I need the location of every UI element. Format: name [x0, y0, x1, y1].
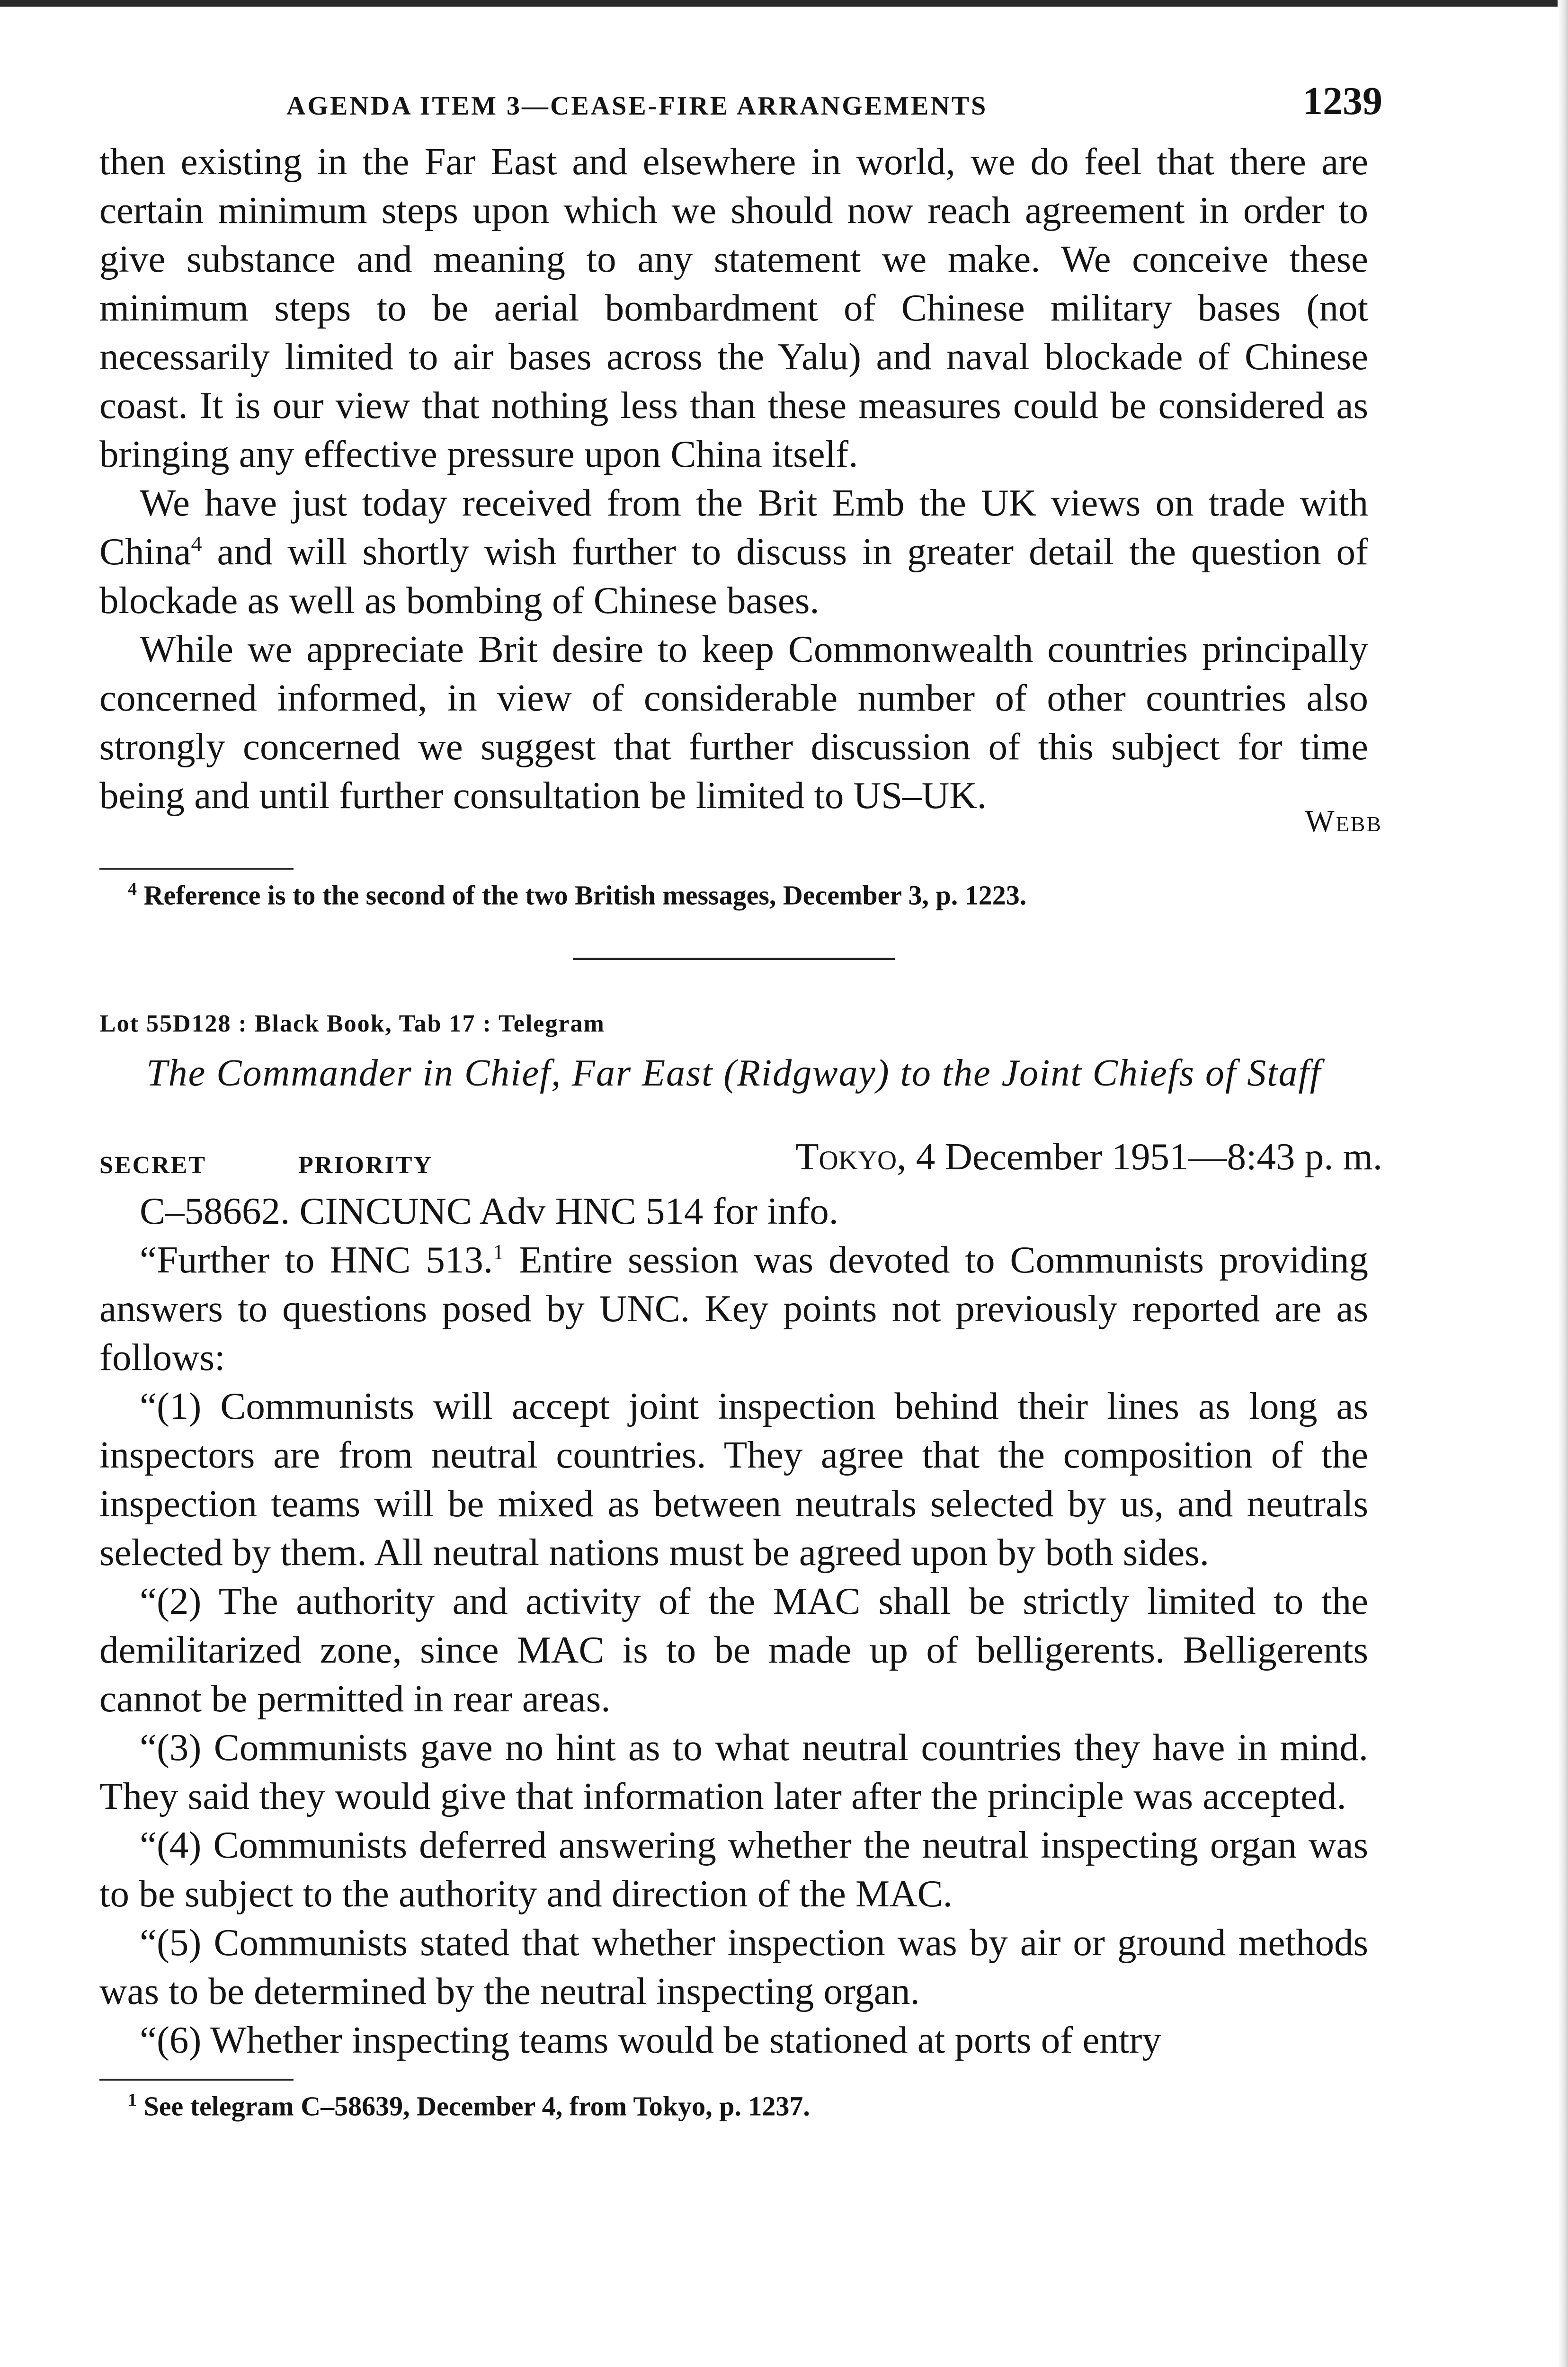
paragraph: While we appreciate Brit desire to keep Commonwealth countries principally concerned informed, in view of considerable number of other countries also strongly concerned we suggest that further discussion of this subject for time being and until further consultation be limited to US–UK. [99, 628, 1368, 817]
point-item: “(2) The authority and activity of the MAC shall be strictly limited to the demilitarized zone, since MAC is to be made up of belligerents. Belligerents cannot be permitted in rear areas. [99, 1580, 1368, 1720]
section-divider [573, 958, 895, 960]
footnote-text: Reference is to the second of the two British messages, December 3, p. 1223. [143, 880, 1027, 911]
paragraph-lead: “Further to HNC 513. [140, 1238, 493, 1281]
paragraph: then existing in the Far East and elsewhere in world, we do feel that there are certain minimum steps upon which we should now reach agreement in order to give substance and meaning to any statement we make. We conceive these minimum steps to be aerial bombardment of Chinese military bases (not necessarily limited to air bases across the Yalu) and naval blockade of Chinese coast. It is our view that nothing less than these measures could be considered as bringing any effective pressure upon China itself. [99, 140, 1368, 475]
footnote-rule [99, 868, 294, 870]
priority-label: PRIORITY [298, 1152, 433, 1179]
page-top-edge [0, 0, 1568, 7]
telegram-body [99, 1187, 1368, 2064]
page-number: 1239 [1303, 79, 1382, 123]
paragraph-lead: We have just today received from the Brit Emb the UK views on trade with China [99, 481, 1368, 573]
paragraph-rest: Entire session was devoted to Communists providing answers to questions posed by UNC. Key points not previously reported are as follows: [99, 1238, 1368, 1379]
signature: Webb [1305, 804, 1382, 838]
paragraph [99, 1236, 1368, 1382]
footnote-reference: 4 [191, 532, 202, 556]
classification-label: SECRET [99, 1152, 207, 1179]
page-header [99, 66, 1382, 137]
point-item: “(3) Communists gave no hint as to what neutral countries they have in mind. They said they would give that information later after the principle was accepted. [99, 1726, 1368, 1818]
letter-body [99, 137, 1368, 820]
source-line: Lot 55D128 : Black Book, Tab 17 : Telegram [99, 1010, 605, 1038]
footnote-marker: 1 [128, 2090, 137, 2110]
classification-line [99, 1125, 1382, 1182]
footnote-marker: 4 [128, 879, 137, 899]
point-item: “(6) Whether inspecting teams would be stationed at ports of entry [140, 2019, 1161, 2062]
paragraph-rest: and will shortly wish further to discuss in greater detail the question of blockade as well as bombing of Chinese bases. [99, 530, 1369, 622]
page-binding-edge [1558, 0, 1568, 2367]
dateline [795, 1135, 1382, 1179]
point-item: “(5) Communists stated that whether inspection was by air or ground methods was to be determined by the neutral inspecting organ. [99, 1921, 1368, 2013]
point-item: “(1) Communists will accept joint inspection behind their lines as long as inspectors are from neutral countries. They agree that the composition of the inspection teams will be mixed as between neutrals selected by us, and neutrals selected by them. All neutral nations must be agreed upon by both sides. [99, 1385, 1368, 1574]
footnote [128, 2082, 1368, 2124]
footnote-reference: 1 [493, 1240, 504, 1264]
document-title: The Commander in Chief, Far East (Ridgway) to the Joint Chiefs of Staff [146, 1052, 1321, 1095]
telegram-intro: C–58662. CINCUNC Adv HNC 514 for info. [140, 1190, 839, 1233]
footnote [128, 872, 1368, 913]
footnote-text: See telegram C–58639, December 4, from Tokyo, p. 1237. [143, 2091, 810, 2122]
footnote-rule [99, 2079, 294, 2081]
document-page [99, 66, 1382, 2124]
running-head: AGENDA ITEM 3—CEASE-FIRE ARRANGEMENTS [286, 91, 988, 121]
dateline-time: 4 December 1951—8:43 p. m. [916, 1135, 1382, 1178]
dateline-place: Tokyo, [795, 1135, 907, 1178]
paragraph [99, 479, 1368, 625]
point-item: “(4) Communists deferred answering whether the neutral inspecting organ was to be subject to the authority and direction of the MAC. [99, 1824, 1368, 1915]
